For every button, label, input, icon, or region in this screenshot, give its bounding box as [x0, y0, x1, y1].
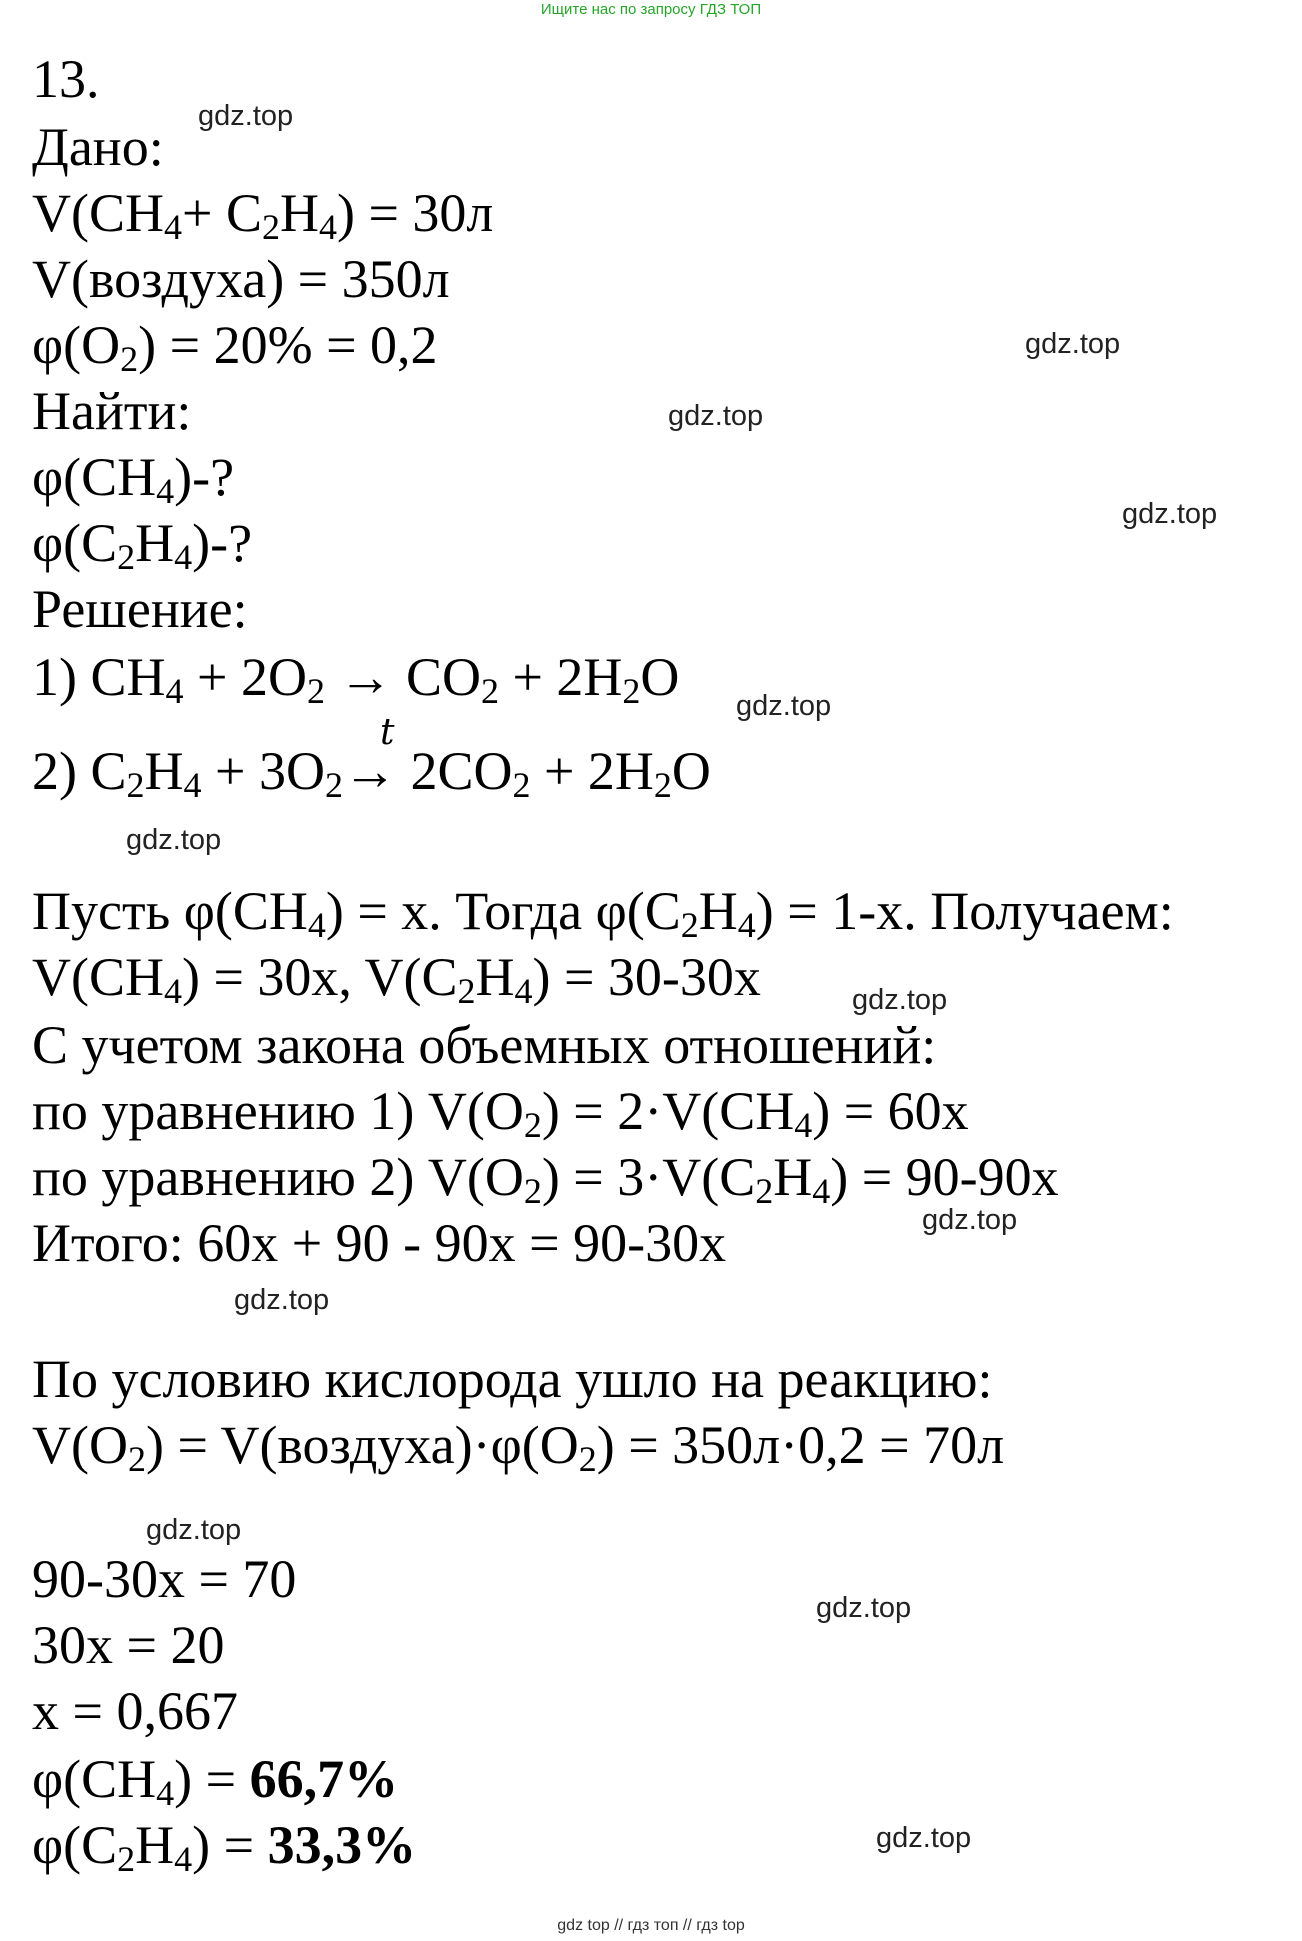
top-banner[interactable]: Ищите нас по запросу ГДЗ ТОП — [540, 1, 762, 18]
watermark: gdz.top — [126, 824, 222, 856]
watermark: gdz.top — [146, 1514, 242, 1546]
answer-methane: $\varphi(CH_4) = 66,7\%$ — [32, 1749, 399, 1813]
total-expression: Итого: 60x + 90 - 90x = 90-30x — [32, 1213, 727, 1273]
find-ethylene: $\varphi(C_2H_4)-$? — [32, 513, 253, 577]
let-statement: Пусть $\varphi(CH_4) = x$. Тогда $\varphi(C_2H_4) = 1-x$. Получаем: — [32, 881, 1174, 945]
step-2: 30x = 20 — [32, 1615, 225, 1675]
watermark: gdz.top — [816, 1592, 912, 1624]
equation-1: 1) $CH_4 + 2O_2 \to CO_2 + 2H_2O$ — [32, 647, 680, 711]
find-methane: $\varphi(CH_4)-$? — [32, 447, 235, 511]
footer-links[interactable]: gdz top // гдз топ // гдз top — [557, 1917, 745, 1934]
given-volume-air: V(воздуха) = 350л — [32, 249, 450, 309]
law-statement: С учетом закона объемных отношений: — [32, 1015, 937, 1075]
given-oxygen-fraction: $\varphi(O_2) = 20\% = 0,2$ — [32, 315, 438, 379]
oxygen-volume: $V(O_2)$ = $V(воздуха)\cdot\varphi(O_2) = 350л\cdot 0,2 = 70л$ — [32, 1415, 1005, 1479]
equation-2: 2) $C_2H_4 + 3O_2\to 2CO_2 + 2H_2O$ — [32, 741, 711, 805]
watermark: gdz.top — [736, 690, 832, 722]
step-1: 90-30x = 70 — [32, 1549, 297, 1609]
reaction-condition-mark: t — [380, 712, 395, 753]
given-label: Дано: — [32, 117, 164, 177]
watermark: gdz.top — [876, 1822, 972, 1854]
watermark: gdz.top — [198, 100, 294, 132]
answer-ethylene: $\varphi(C_2H_4) = 33,3\%$ — [32, 1815, 417, 1879]
given-volume-mixture: $V(CH_4+ C_2H_4) = 30л$ — [32, 183, 494, 247]
problem-number: 13. — [32, 49, 100, 109]
watermark: gdz.top — [234, 1284, 330, 1316]
by-equation-2: по уравнению 2) $V(O_2) = 3\cdot V(C_2H_4) = 90-90x$ — [32, 1147, 1059, 1211]
find-label: Найти: — [32, 381, 192, 441]
watermark: gdz.top — [1025, 328, 1121, 360]
answer-methane-value: 66,7% — [249, 1749, 399, 1809]
watermark: gdz.top — [668, 400, 764, 432]
watermark: gdz.top — [922, 1204, 1018, 1236]
volumes-expression: $V(CH_4) = 30x$, $V(C_2H_4) = 30-30x$ — [32, 947, 761, 1011]
by-equation-1: по уравнению 1) $V(O_2) = 2\cdot V(CH_4) = 60x$ — [32, 1081, 969, 1145]
answer-ethylene-value: 33,3% — [267, 1815, 417, 1875]
step-3: x = 0,667 — [32, 1681, 238, 1741]
condition-statement: По условию кислорода ушло на реакцию: — [32, 1349, 993, 1409]
watermark: gdz.top — [852, 984, 948, 1016]
solution-label: Решение: — [32, 579, 248, 639]
watermark: gdz.top — [1122, 498, 1218, 530]
